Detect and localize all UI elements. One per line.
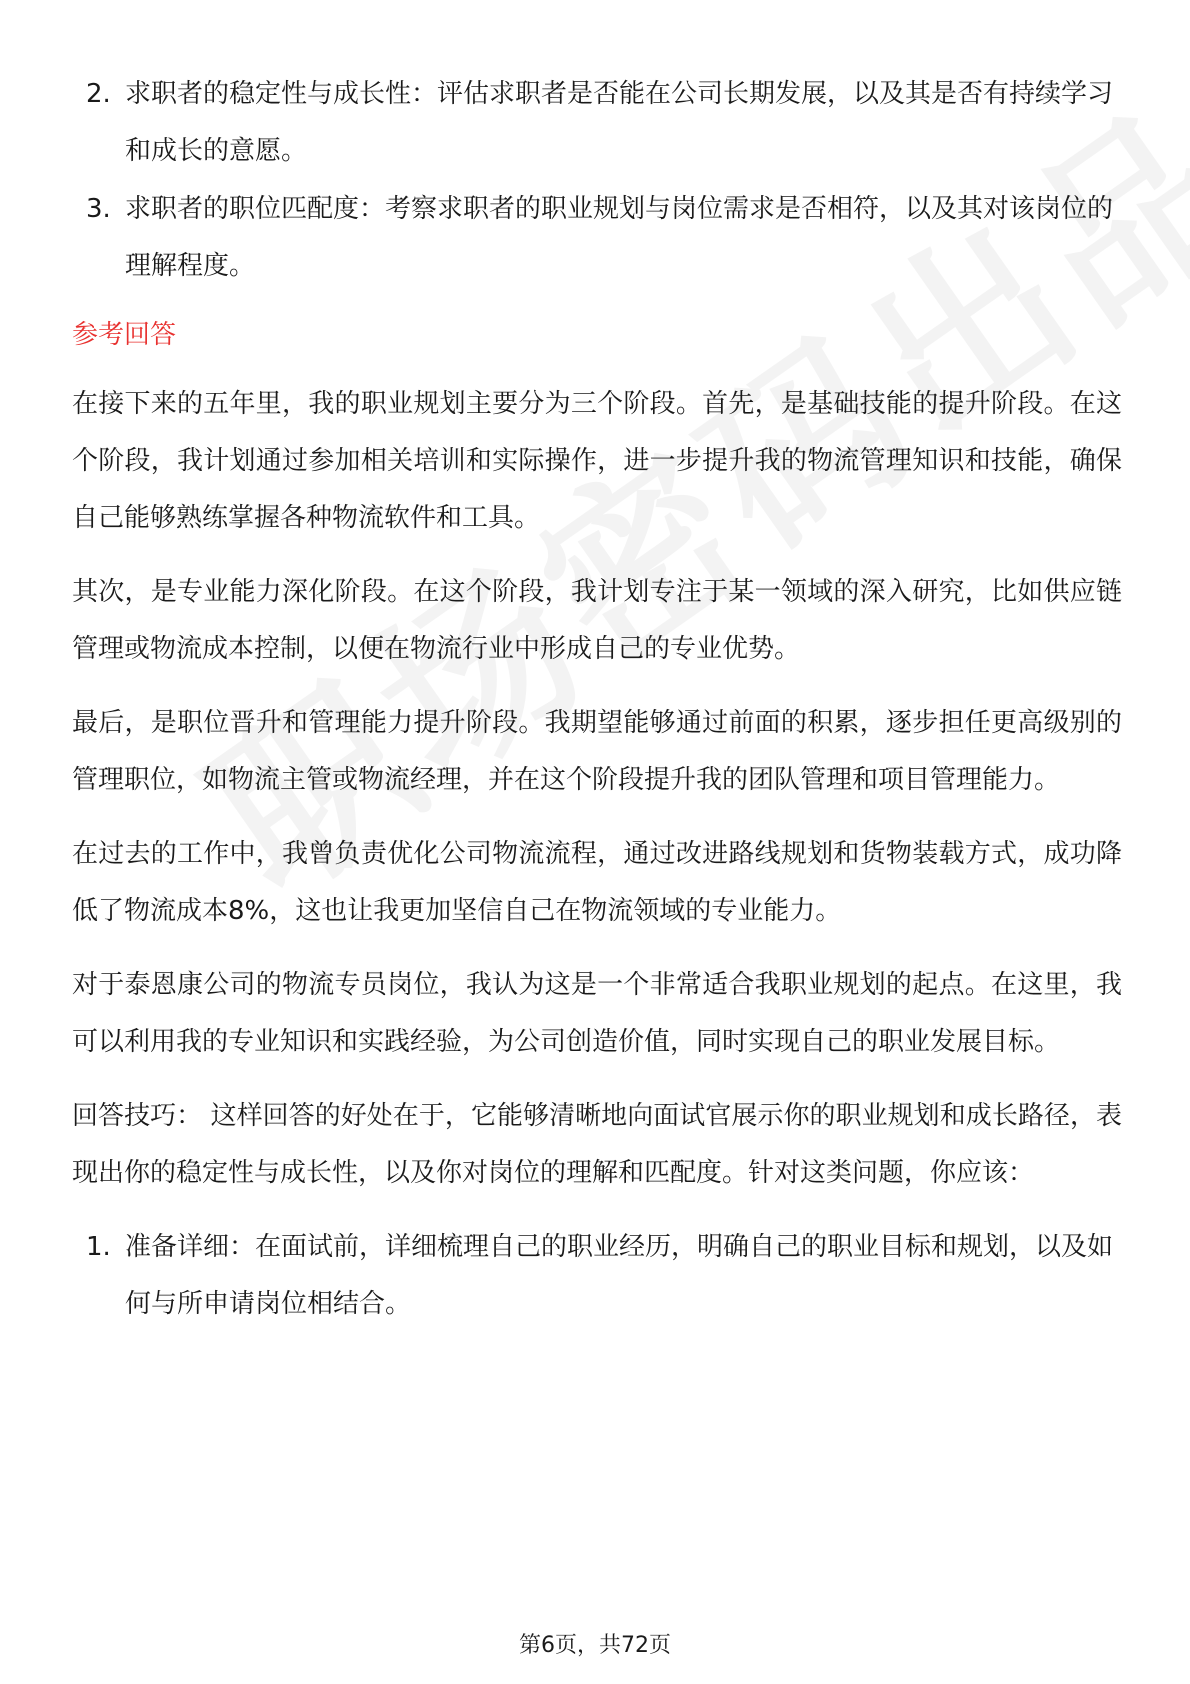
list-number: 2.: [86, 79, 111, 109]
list-text: 求职者的职位匹配度：考察求职者的职业规划与岗位需求是否相符，以及其对该岗位的理解程度。: [125, 194, 1114, 281]
list-text: 准备详细：在面试前，详细梳理自己的职业经历，明确自己的职业目标和规划，以及如何与所申请岗位相结合。: [125, 1232, 1114, 1319]
answer-paragraph: 在接下来的五年里，我的职业规划主要分为三个阶段。首先，是基础技能的提升阶段。在这个阶段，我计划通过参加相关培训和实际操作，进一步提升我的物流管理知识和技能，确保自己能够熟练掌握各种物流软件和工具。: [72, 389, 1122, 533]
criteria-list: [72, 66, 1122, 295]
tips-paragraph: 回答技巧： 这样回答的好处在于，它能够清晰地向面试官展示你的职业规划和成长路径，表现出你的稳定性与成长性，以及你对岗位的理解和匹配度。针对这类问题，你应该：: [72, 1101, 1122, 1188]
list-item: [72, 66, 1122, 180]
document-page: [72, 66, 1122, 1334]
answer-paragraph: 对于泰恩康公司的物流专员岗位，我认为这是一个非常适合我职业规划的起点。在这里，我可以利用我的专业知识和实践经验，为公司创造价值，同时实现自己的职业发展目标。: [72, 970, 1122, 1057]
list-item: [72, 1219, 1122, 1333]
list-number: 1.: [86, 1232, 111, 1262]
list-text: 求职者的稳定性与成长性：评估求职者是否能在公司长期发展，以及其是否有持续学习和成长的意愿。: [125, 79, 1114, 166]
list-number: 3.: [86, 194, 111, 224]
answer-paragraph: 在过去的工作中，我曾负责优化公司物流流程，通过改进路线规划和货物装载方式，成功降低了物流成本8%，这也让我更加坚信自己在物流领域的专业能力。: [72, 839, 1122, 926]
answer-paragraph: 其次，是专业能力深化阶段。在这个阶段，我计划专注于某一领域的深入研究，比如供应链管理或物流成本控制，以便在物流行业中形成自己的专业优势。: [72, 577, 1122, 664]
page-footer: 第6页，共72页: [519, 1633, 671, 1658]
tips-list: [72, 1219, 1122, 1333]
list-item: [72, 181, 1122, 295]
answer-paragraph: 最后，是职位晋升和管理能力提升阶段。我期望能够通过前面的积累，逐步担任更高级别的管理职位，如物流主管或物流经理，并在这个阶段提升我的团队管理和项目管理能力。: [72, 708, 1122, 795]
section-title: 参考回答: [72, 320, 177, 350]
